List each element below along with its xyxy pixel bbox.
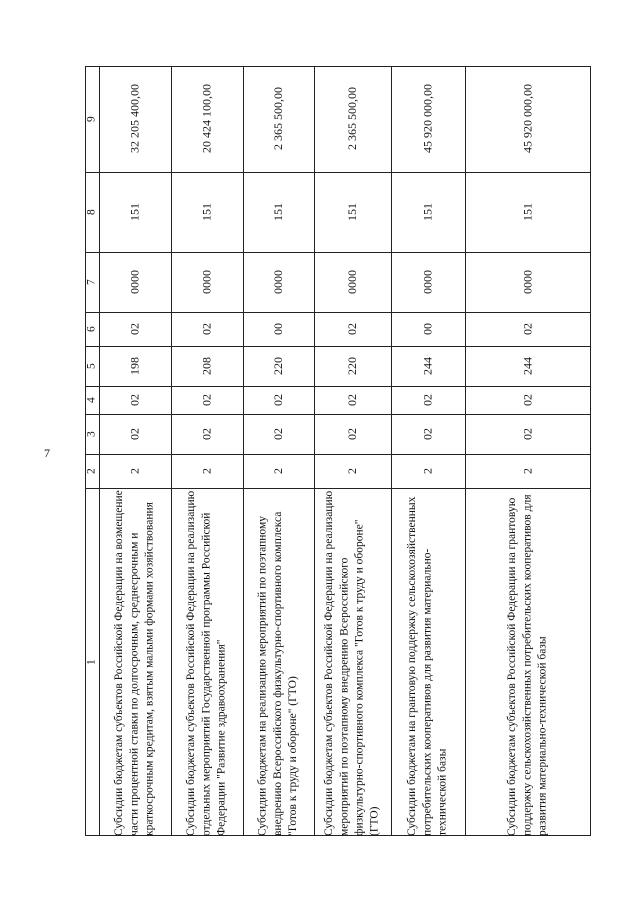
column-number: 8 <box>85 209 98 215</box>
row-code: 0000 <box>127 270 142 294</box>
row-code: 151 <box>520 203 535 221</box>
row-code: 220 <box>345 357 359 375</box>
row-code: 2 <box>520 468 535 474</box>
row-code: 0000 <box>199 270 214 294</box>
row-code: 208 <box>199 357 214 375</box>
row-code: 2 <box>127 468 142 474</box>
row-code: 151 <box>271 203 285 221</box>
row-description: Субсидии бюджетам субъектов Российской Федерации на реализацию мероприятий по поэтапному внедрению Всероссийского физкультурно-спортивного комплекса "Готов к труду и обороне" (ГТО) <box>323 490 381 836</box>
row-code: 198 <box>127 357 142 375</box>
row-code: 02 <box>420 428 435 440</box>
row-code: 244 <box>520 357 535 375</box>
row-code: 220 <box>271 357 285 375</box>
row-description: Субсидии бюджетам субъектов Российской Федерации на реализацию отдельных мероприятий Государственной программы Российской Федерации "Развитие здравоохранения" <box>185 490 228 836</box>
row-code: 02 <box>271 394 285 406</box>
row-code: 02 <box>199 428 214 440</box>
row-code: 02 <box>271 428 285 440</box>
row-code: 2 <box>199 468 214 474</box>
column-number: 3 <box>85 431 98 437</box>
row-code: 02 <box>520 428 535 440</box>
row-code: 02 <box>345 394 359 406</box>
budget-table <box>85 66 591 836</box>
column-number: 1 <box>85 659 98 665</box>
row-code: 00 <box>271 323 285 335</box>
row-code: 244 <box>420 357 435 375</box>
row-amount: 20 424 100,00 <box>199 84 214 154</box>
row-description: Субсидии бюджетам на реализацию мероприятий по поэтапному внедрению Всероссийского физкультурно-спортивного комплекса "Готов к труду и обороне" (ГТО) <box>256 511 300 836</box>
column-number: 4 <box>85 397 98 403</box>
row-code: 2 <box>271 468 285 474</box>
row-code: 02 <box>520 323 535 335</box>
row-amount: 2 365 500,00 <box>271 87 285 151</box>
row-code: 02 <box>420 394 435 406</box>
column-number: 5 <box>85 363 98 369</box>
row-code: 02 <box>127 323 142 335</box>
row-code: 02 <box>345 428 359 440</box>
row-code: 2 <box>420 468 435 474</box>
column-number: 7 <box>85 279 98 285</box>
column-number: 6 <box>85 326 98 332</box>
row-code: 0000 <box>520 270 535 294</box>
row-amount: 2 365 500,00 <box>345 87 359 151</box>
row-code: 2 <box>345 468 359 474</box>
row-description: Субсидии бюджетам субъектов Российской Федерации на возмещение части процентной ставки по долгосрочным, среднесрочным и краткосрочным кредитам, взятым малыми формами хозяйствования <box>113 490 156 836</box>
row-code: 0000 <box>420 270 435 294</box>
row-code: 00 <box>420 323 435 335</box>
row-code: 02 <box>199 394 214 406</box>
row-code: 151 <box>345 203 359 221</box>
row-amount: 45 920 000,00 <box>520 84 535 154</box>
column-number: 2 <box>85 468 98 474</box>
row-code: 0000 <box>345 270 359 294</box>
column-number: 9 <box>85 116 98 122</box>
row-amount: 45 920 000,00 <box>420 84 435 154</box>
row-description: Субсидии бюджетам субъектов Российской Федерации на грантовую поддержку сельскохозяйственных потребительских кооперативов для развития материально-технической базы <box>506 494 549 836</box>
page-number: 7 <box>44 446 50 460</box>
row-code: 02 <box>199 323 214 335</box>
row-code: 02 <box>127 394 142 406</box>
row-code: 02 <box>127 428 142 440</box>
row-code: 151 <box>127 203 142 221</box>
row-code: 151 <box>199 203 214 221</box>
row-code: 02 <box>345 323 359 335</box>
row-code: 02 <box>520 394 535 406</box>
row-code: 0000 <box>271 270 285 294</box>
row-code: 151 <box>420 203 435 221</box>
row-description: Субсидии бюджетам на грантовую поддержку сельскохозяйственных потребительских кооперативов для развития материально-технической базы <box>406 496 449 836</box>
row-amount: 32 205 400,00 <box>127 84 142 154</box>
